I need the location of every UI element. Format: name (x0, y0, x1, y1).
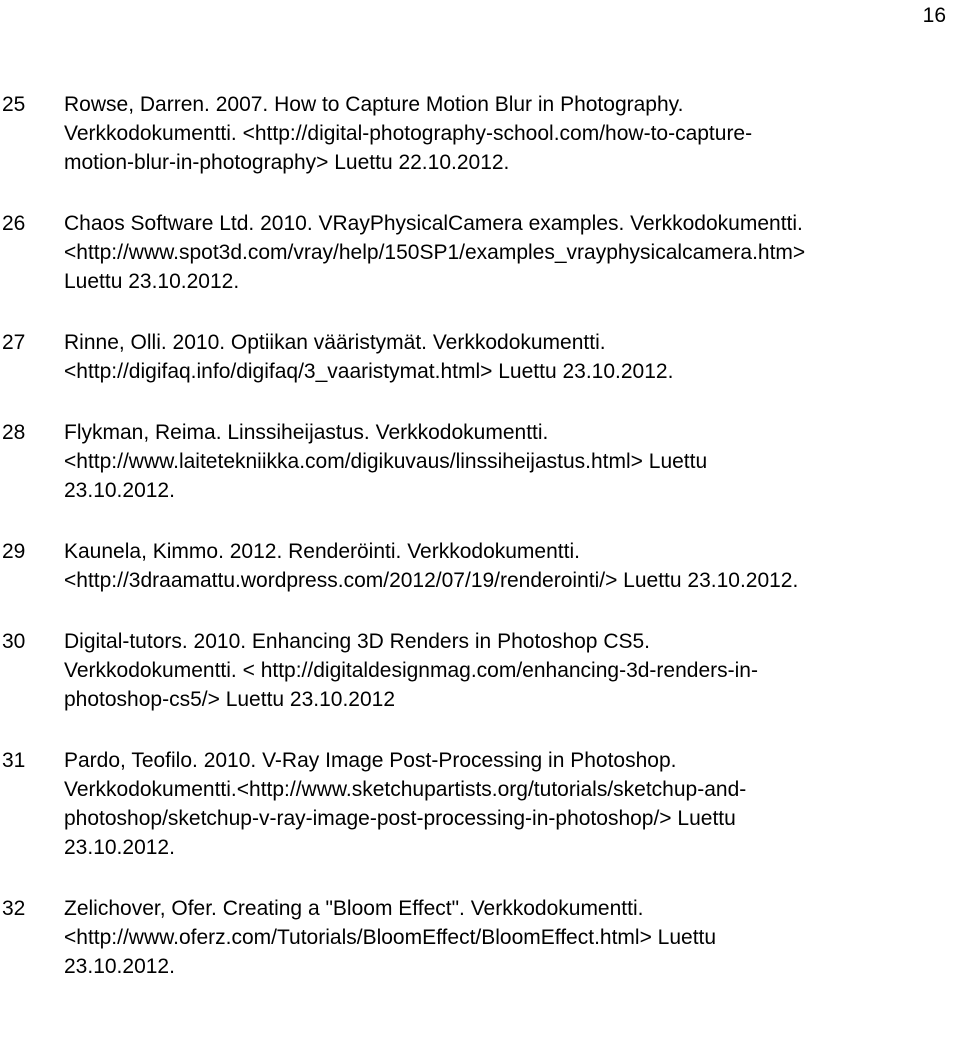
reference-line: Rinne, Olli. 2010. Optiikan vääristymät. Verkkodokumentti. (64, 331, 606, 354)
reference-text (64, 537, 944, 595)
reference-text (64, 418, 944, 505)
reference-line: 23.10.2012. (64, 955, 175, 978)
reference-line: <http://www.spot3d.com/vray/help/150SP1/examples_vrayphysicalcamera.htm> (64, 241, 806, 264)
reference-entry (0, 418, 960, 505)
reference-number: 30 (2, 630, 26, 653)
reference-line: 23.10.2012. (64, 836, 175, 859)
reference-line: Flykman, Reima. Linssiheijastus. Verkkodokumentti. (64, 421, 549, 444)
reference-line: Pardo, Teofilo. 2010. V-Ray Image Post-Processing in Photoshop. (64, 749, 677, 772)
reference-line: Verkkodokumentti. <http://digital-photography-school.com/how-to-capture- (64, 122, 753, 145)
reference-text (64, 90, 944, 177)
reference-entry (0, 328, 960, 386)
reference-number: 25 (2, 93, 26, 116)
reference-line: Kaunela, Kimmo. 2012. Renderöinti. Verkkodokumentti. (64, 540, 580, 563)
reference-line: Verkkodokumentti.<http://www.sketchupartists.org/tutorials/sketchup-and- (64, 778, 747, 801)
reference-number: 27 (2, 331, 26, 354)
reference-number: 29 (2, 540, 26, 563)
reference-text (64, 627, 944, 714)
reference-line: Verkkodokumentti. < http://digitaldesignmag.com/enhancing-3d-renders-in- (64, 659, 758, 682)
reference-text (64, 328, 944, 386)
reference-number: 31 (2, 749, 26, 772)
reference-line: motion-blur-in-photography> Luettu 22.10.2012. (64, 151, 510, 174)
reference-entry (0, 537, 960, 595)
reference-line: Digital-tutors. 2010. Enhancing 3D Renders in Photoshop CS5. (64, 630, 651, 653)
reference-text (64, 209, 944, 296)
reference-line: photoshop/sketchup-v-ray-image-post-processing-in-photoshop/> Luettu (64, 807, 736, 830)
reference-entry (0, 627, 960, 714)
reference-number: 28 (2, 421, 26, 444)
reference-entry (0, 894, 960, 981)
reference-line: photoshop-cs5/> Luettu 23.10.2012 (64, 688, 396, 711)
reference-line: 23.10.2012. (64, 479, 175, 502)
reference-line: Chaos Software Ltd. 2010. VRayPhysicalCamera examples. Verkkodokumentti. (64, 212, 803, 235)
reference-line: Luettu 23.10.2012. (64, 270, 240, 293)
reference-text (64, 746, 944, 862)
reference-line: Zelichover, Ofer. Creating a "Bloom Effect". Verkkodokumentti. (64, 897, 644, 920)
reference-entry (0, 746, 960, 862)
reference-number: 32 (2, 897, 26, 920)
reference-line: <http://www.laitetekniikka.com/digikuvaus/linssiheijastus.html> Luettu (64, 450, 708, 473)
reference-list (0, 90, 960, 1013)
reference-entry (0, 90, 960, 177)
reference-line: <http://digifaq.info/digifaq/3_vaaristymat.html> Luettu 23.10.2012. (64, 360, 674, 383)
reference-line: <http://www.oferz.com/Tutorials/BloomEffect/BloomEffect.html> Luettu (64, 926, 717, 949)
reference-text (64, 894, 944, 981)
page-number: 16 (922, 4, 946, 27)
reference-line: Rowse, Darren. 2007. How to Capture Motion Blur in Photography. (64, 93, 684, 116)
reference-line: <http://3draamattu.wordpress.com/2012/07/19/renderointi/> Luettu 23.10.2012. (64, 569, 799, 592)
reference-number: 26 (2, 212, 26, 235)
reference-entry (0, 209, 960, 296)
